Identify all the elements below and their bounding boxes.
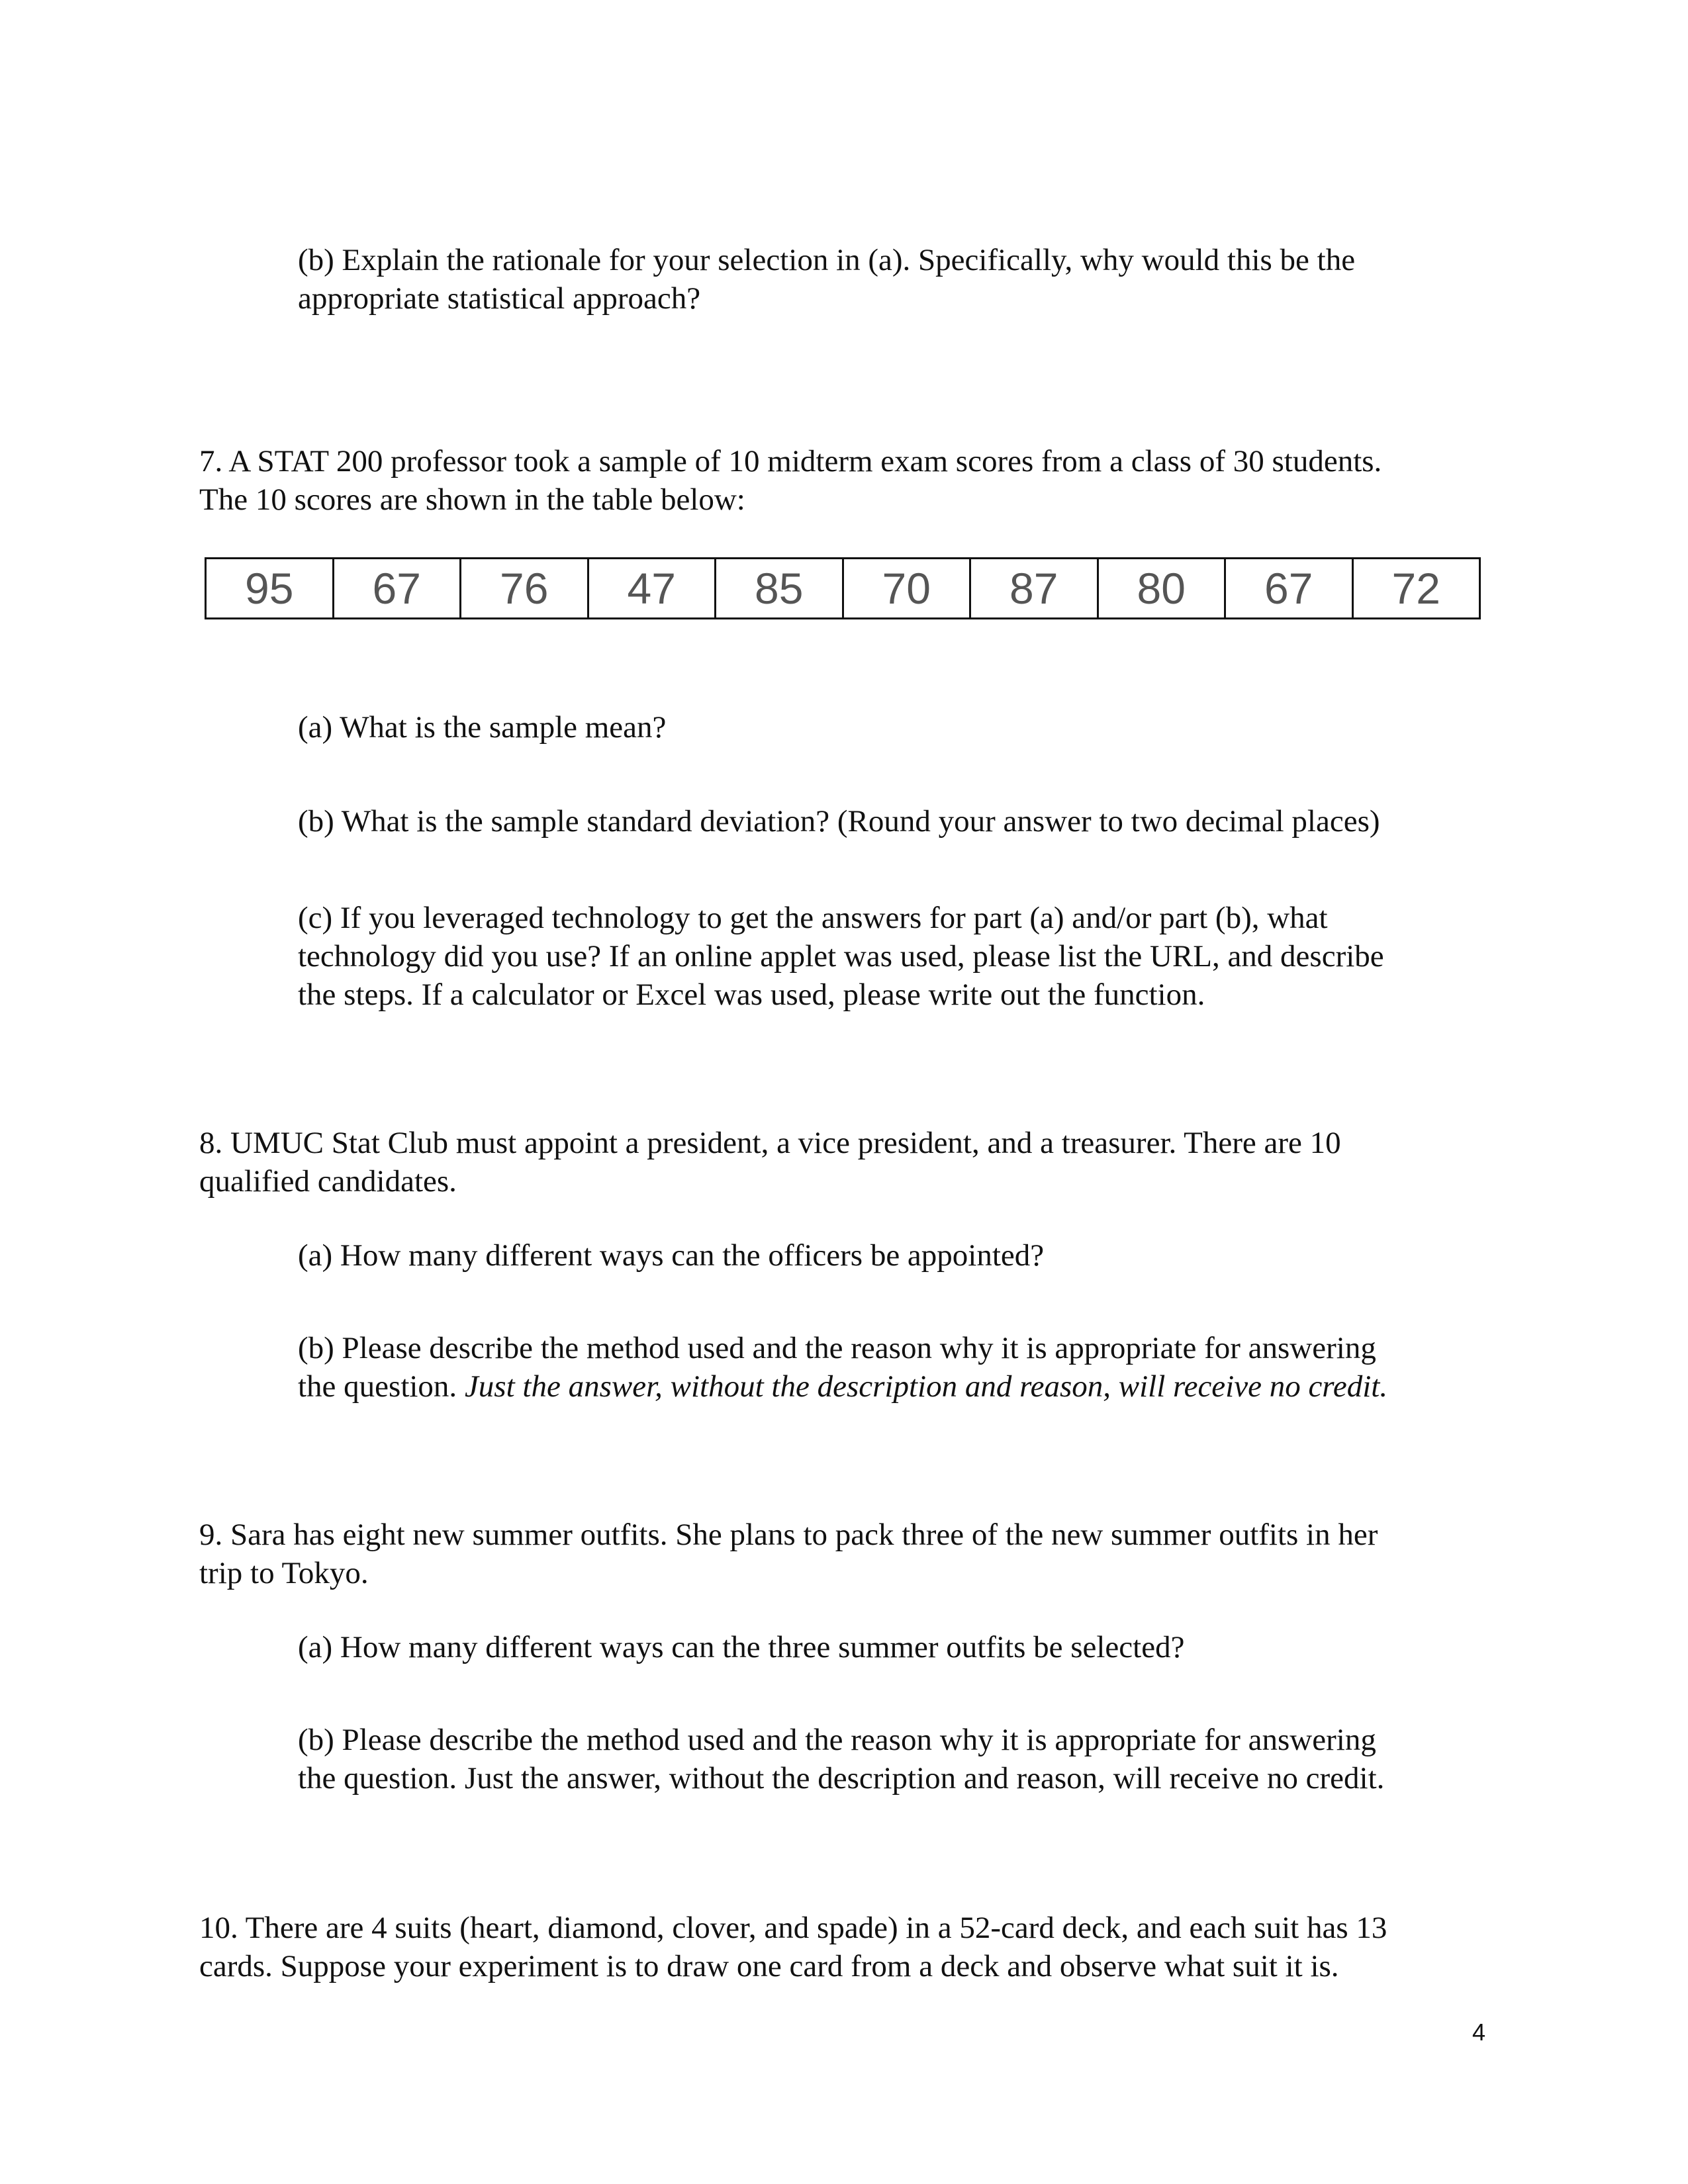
q8-prompt	[199, 1124, 1341, 1201]
q7-part-c	[298, 899, 1384, 1014]
score-cell: 95	[206, 559, 334, 619]
q7-part-c-line2: technology did you use? If an online applet was used, please list the URL, and describe	[298, 939, 1384, 974]
scores-table	[205, 557, 1481, 619]
q8-part-a-text: (a) How many different ways can the officers be appointed?	[298, 1238, 1045, 1273]
q7-prompt-line1: 7. A STAT 200 professor took a sample of 10 midterm exam scores from a class of 30 students.	[199, 444, 1382, 478]
score-cell: 85	[716, 559, 843, 619]
q7-part-c-line1: (c) If you leveraged technology to get the answers for part (a) and/or part (b), what	[298, 901, 1328, 935]
q8-prompt-line2: qualified candidates.	[199, 1164, 457, 1199]
q7-part-b-text: (b) What is the sample standard deviation? (Round your answer to two decimal places)	[298, 804, 1380, 839]
q6-part-b-line2: appropriate statistical approach?	[298, 281, 701, 316]
q9-part-a	[298, 1628, 1184, 1666]
q10-prompt-line2: cards. Suppose your experiment is to draw one card from a deck and observe what suit it is.	[199, 1949, 1339, 1983]
score-cell: 87	[970, 559, 1098, 619]
q9-part-a-text: (a) How many different ways can the three summer outfits be selected?	[298, 1630, 1185, 1664]
q8-part-b-line1: (b) Please describe the method used and the reason why it is appropriate for answering	[298, 1331, 1376, 1365]
q6-part-b-line1: (b) Explain the rationale for your selection in (a). Specifically, why would this be the	[298, 243, 1356, 277]
q7-prompt	[199, 442, 1382, 519]
q9-part-b	[298, 1721, 1384, 1797]
q9-part-b-line2: the question. Just the answer, without the description and reason, will receive no credit.	[298, 1761, 1385, 1796]
q9-part-b-line1: (b) Please describe the method used and the reason why it is appropriate for answering	[298, 1723, 1376, 1757]
score-cell: 70	[843, 559, 970, 619]
q7-part-c-line3: the steps. If a calculator or Excel was used, please write out the function.	[298, 978, 1205, 1012]
q6-part-b	[298, 241, 1355, 318]
q8-part-b-line2-italic: Just the answer, without the description and reason, will receive no credit.	[464, 1369, 1388, 1404]
score-cell: 47	[588, 559, 716, 619]
q9-prompt	[199, 1516, 1378, 1592]
q7-part-a	[298, 708, 666, 747]
score-cell: 80	[1098, 559, 1225, 619]
q8-prompt-line1: 8. UMUC Stat Club must appoint a president, a vice president, and a treasurer. There are 10	[199, 1126, 1341, 1160]
page-number: 4	[1472, 2019, 1486, 2046]
q8-part-b-line2-start: the question.	[298, 1369, 465, 1404]
q7-part-b	[298, 802, 1380, 841]
q8-part-a	[298, 1236, 1044, 1275]
q7-part-a-text: (a) What is the sample mean?	[298, 710, 667, 745]
q10-prompt-line1: 10. There are 4 suits (heart, diamond, clover, and spade) in a 52-card deck, and each suit has 13	[199, 1911, 1387, 1945]
q9-prompt-line2: trip to Tokyo.	[199, 1556, 369, 1590]
score-cell: 67	[333, 559, 461, 619]
q7-prompt-line2: The 10 scores are shown in the table below:	[199, 482, 745, 517]
score-cell: 67	[1225, 559, 1353, 619]
table-row	[206, 559, 1480, 619]
score-cell: 76	[461, 559, 588, 619]
q8-part-b	[298, 1329, 1387, 1406]
q10-prompt	[199, 1909, 1387, 1985]
q9-prompt-line1: 9. Sara has eight new summer outfits. She plans to pack three of the new summer outfits in her	[199, 1518, 1378, 1552]
q8-part-b-line2	[298, 1367, 1387, 1406]
score-cell: 72	[1352, 559, 1480, 619]
